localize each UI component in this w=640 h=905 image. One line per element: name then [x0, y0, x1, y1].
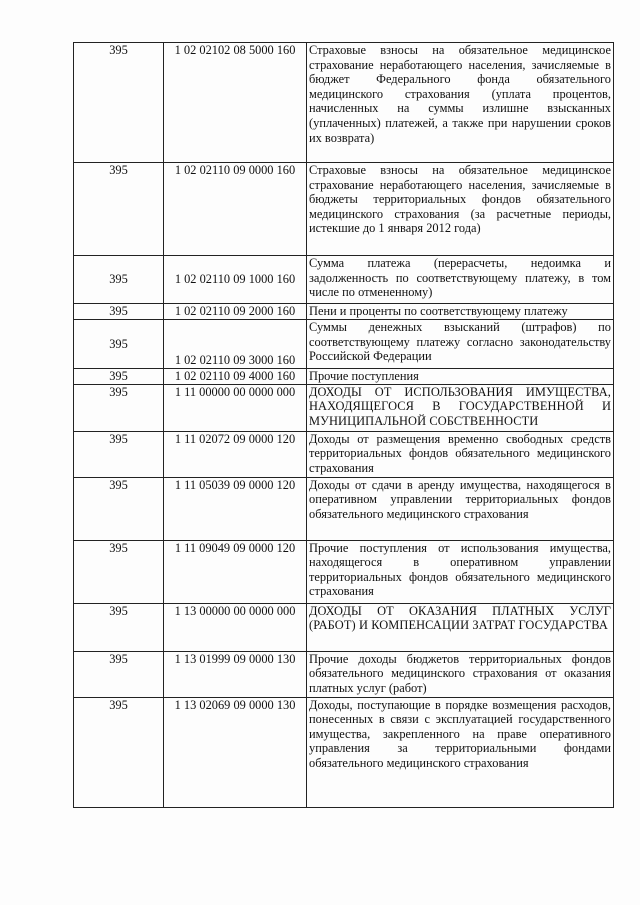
income-name-cell: Страховые взносы на обязательное медицинское страхование неработающего населения, зачисляемые в бюджет Федерального фонда обязательного медицинского страхования (уплата процентов, начисленных на суммы излишне взысканных (уплаченных) платежей, а также при нарушении сроков их возврата)	[307, 43, 614, 163]
income-name-cell: Доходы от размещения временно свободных средств территориальных фондов обязательного медицинского страхования	[307, 431, 614, 477]
income-name-cell: ДОХОДЫ ОТ ИСПОЛЬЗОВАНИЯ ИМУЩЕСТВА, НАХОДЯЩЕГОСЯ В ГОСУДАРСТВЕННОЙ И МУНИЦИПАЛЬНОЙ СОБСТВЕННОСТИ	[307, 384, 614, 431]
table-row	[74, 369, 614, 385]
budget-code-cell: 1 02 02110 09 3000 160	[164, 320, 307, 369]
admin-code-cell: 395	[74, 384, 164, 431]
budget-code-cell: 1 13 02069 09 0000 130	[164, 697, 307, 807]
table-row	[74, 540, 614, 603]
table-row	[74, 651, 614, 697]
budget-code-cell: 1 11 09049 09 0000 120	[164, 540, 307, 603]
budget-code-cell: 1 11 00000 00 0000 000	[164, 384, 307, 431]
income-name-cell: Пени и проценты по соответствующему платежу	[307, 304, 614, 320]
admin-code-cell: 395	[74, 163, 164, 256]
table-row	[74, 384, 614, 431]
admin-code-cell: 395	[74, 320, 164, 369]
budget-code-cell: 1 13 01999 09 0000 130	[164, 651, 307, 697]
income-name-cell: Прочие поступления	[307, 369, 614, 385]
admin-code-cell: 395	[74, 697, 164, 807]
budget-code-cell: 1 02 02110 09 4000 160	[164, 369, 307, 385]
admin-code-cell: 395	[74, 603, 164, 651]
table-row	[74, 477, 614, 540]
admin-code-cell: 395	[74, 477, 164, 540]
table-row	[74, 43, 614, 163]
admin-code-cell: 395	[74, 256, 164, 304]
admin-code-cell: 395	[74, 431, 164, 477]
budget-code-cell: 1 02 02110 09 0000 160	[164, 163, 307, 256]
table-row	[74, 697, 614, 807]
income-name-cell: Доходы, поступающие в порядке возмещения расходов, понесенных в связи с эксплуатацией государственного имущества, закрепленного на праве оперативного управления за территориальными фондами обязательного медицинского страхования	[307, 697, 614, 807]
admin-code-cell: 395	[74, 651, 164, 697]
income-name-cell: Сумма платежа (перерасчеты, недоимка и задолженность по соответствующему платежу, в том числе по отмененному)	[307, 256, 614, 304]
table-row	[74, 163, 614, 256]
table-row	[74, 603, 614, 651]
budget-code-cell: 1 13 00000 00 0000 000	[164, 603, 307, 651]
admin-code-cell: 395	[74, 540, 164, 603]
table-row	[74, 256, 614, 304]
budget-code-cell: 1 02 02102 08 5000 160	[164, 43, 307, 163]
table-row	[74, 431, 614, 477]
admin-code-cell: 395	[74, 304, 164, 320]
income-name-cell: ДОХОДЫ ОТ ОКАЗАНИЯ ПЛАТНЫХ УСЛУГ (РАБОТ) И КОМПЕНСАЦИИ ЗАТРАТ ГОСУДАРСТВА	[307, 603, 614, 651]
budget-code-cell: 1 02 02110 09 1000 160	[164, 256, 307, 304]
table-row	[74, 304, 614, 320]
table-row	[74, 320, 614, 369]
budget-code-cell: 1 11 05039 09 0000 120	[164, 477, 307, 540]
budget-code-cell: 1 11 02072 09 0000 120	[164, 431, 307, 477]
income-name-cell: Прочие доходы бюджетов территориальных фондов обязательного медицинского страхования от оказания платных услуг (работ)	[307, 651, 614, 697]
budget-codes-table	[73, 42, 614, 808]
admin-code-cell: 395	[74, 43, 164, 163]
income-name-cell: Суммы денежных взысканий (штрафов) по соответствующему платежу согласно законодательству Российской Федерации	[307, 320, 614, 369]
admin-code-cell: 395	[74, 369, 164, 385]
income-name-cell: Доходы от сдачи в аренду имущества, находящегося в оперативном управлении территориальных фондов обязательного медицинского страхования	[307, 477, 614, 540]
budget-code-cell: 1 02 02110 09 2000 160	[164, 304, 307, 320]
income-name-cell: Прочие поступления от использования имущества, находящегося в оперативном управлении территориальных фондов обязательного медицинского страхования	[307, 540, 614, 603]
income-name-cell: Страховые взносы на обязательное медицинское страхование неработающего населения, зачисляемые в бюджеты территориальных фондов обязательного медицинского страхования (за расчетные периоды, истекшие до 1 января 2012 года)	[307, 163, 614, 256]
